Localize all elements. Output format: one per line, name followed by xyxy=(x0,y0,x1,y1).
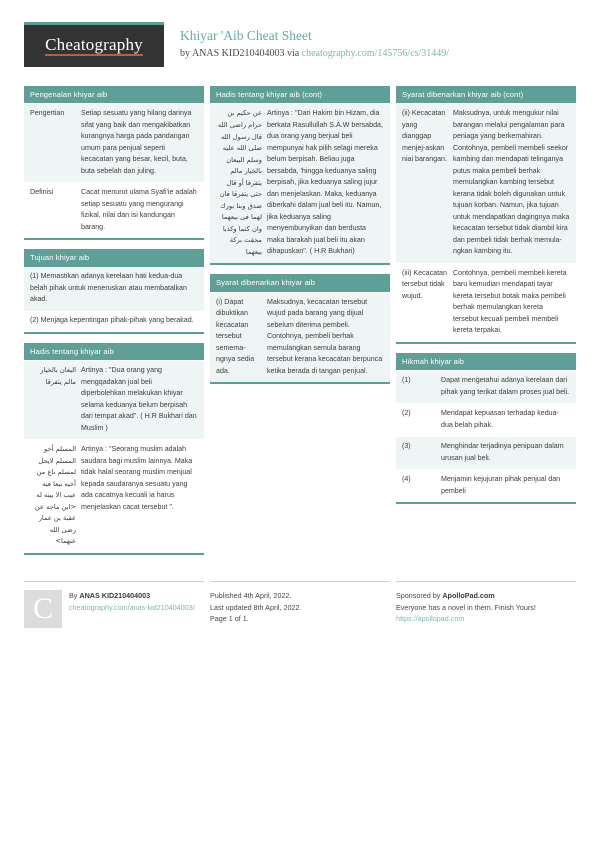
card-syarat-dibenarkan-khiyar-aib xyxy=(210,274,390,384)
row-value: Artinya : "Dua orang yang mengqadakan jual beli diperbolehkan melakukan khiyar selama keduanya belum berpisah dari tempat akad". ( H.R Bukhari dan Muslim ) xyxy=(81,366,197,432)
author-name: ANAS KID210404003 xyxy=(191,47,285,59)
card-title: Hadis tentang khiyar aib (cont) xyxy=(210,86,390,103)
footer-profile-link[interactable]: cheatography.com/anas-kid210404003/ xyxy=(69,602,195,612)
footer-publish-text xyxy=(210,590,390,628)
card-body xyxy=(210,103,390,263)
card-tujuan-khiyar-aib xyxy=(24,249,204,334)
table-row xyxy=(210,103,390,263)
column-2 xyxy=(210,86,390,393)
row-key: (iii) Kecacatan tersebut tidak wujud. xyxy=(402,268,447,300)
card-body xyxy=(210,292,390,382)
logo-text: Cheatography xyxy=(45,36,143,57)
sponsor-link[interactable]: https://apollopad.com xyxy=(396,614,465,624)
row-value: Dapat mengetahui adanya kerelaan dari pihak yang terikat dalam proses jual beli. xyxy=(441,376,570,396)
footer-sponsor-text xyxy=(396,590,576,628)
column-3 xyxy=(396,86,576,513)
list-item: (1) Memastikan adanya kerelaan hati kedua-dua belah pihak untuk meneruskan atau membatalkan akad. xyxy=(24,267,204,311)
table-row xyxy=(396,370,576,403)
footer-by-label: By xyxy=(69,590,80,600)
byline xyxy=(180,47,449,60)
row-key: Definisi xyxy=(30,188,54,197)
footer-author-text xyxy=(69,590,204,628)
footer-author-block xyxy=(24,581,204,628)
card-title: Hikmah khiyar aib xyxy=(396,353,576,370)
table-row xyxy=(396,403,576,436)
row-key: (ii) Kecacatan yang dianggap menjej-askan niai barangan. xyxy=(402,109,447,164)
table-row xyxy=(24,439,204,553)
card-hikmah-khiyar-aib xyxy=(396,353,576,504)
row-value: Maksudnya, kecacatan tersebut wujud pada barang yang dijual sebelum diterima pembeli. Contohnya, pembeli berhak memulangkan semula barang tersebut kerana kecacatan berpunca ketika berada di tangan penjual. xyxy=(267,297,383,375)
via-label: via xyxy=(284,47,302,59)
row-key: (i) Dapat dibuktikan kecacatan tersebut semema-ngnya sedia ada. xyxy=(216,297,255,375)
card-body xyxy=(24,103,204,238)
avatar: C xyxy=(24,590,62,628)
card-title: Syarat dibenarkan khiyar aib (cont) xyxy=(396,86,576,103)
row-key: (4) xyxy=(402,475,411,484)
footer-publish-block xyxy=(210,581,390,628)
sponsor-label: Sponsored by xyxy=(396,590,443,600)
row-value: Artinya : "Dari Hakim bin Hizam, dia berkata Rasullullah S.A.W bersabda, dua orang yang berjual beli mempunyai hak pilih selagi mereka belum berpisah. Beliau juga bersabda, 'hingga keduanya saling berpisah, jika keduanya saling jujur dan menjelaskan. Maka, keduanya diberkahi dalam jual beli itu. Namun, jika keduanya saling menyembunyikan dan berdusta maka barakah jual beli itu akan dihapuskan". ( H.R Bukhari) xyxy=(267,109,383,256)
card-syarat-dibenarkan-khiyar-aib-cont xyxy=(396,86,576,344)
card-pengenalan-khiyar-aib xyxy=(24,86,204,240)
footer-author-name: ANAS KID210404003 xyxy=(79,590,151,600)
card-body xyxy=(24,267,204,332)
updated-date: Last updated 8th April, 2022. xyxy=(210,602,302,612)
by-label: by xyxy=(180,47,192,59)
list-item: (2) Menjaga kepentingan pihak-pihak yang berakad. xyxy=(24,311,204,332)
card-body xyxy=(396,370,576,502)
row-value: Menjamin kejujuran pihak penjual dan pembeli xyxy=(441,475,561,495)
row-key-arabic: اليعان بالخيار مالم يتفرقا xyxy=(40,366,76,386)
row-value: Setiap sesuatu yang hilang darinya sifat yang baik dan mengakibatkan kurangnya harga pada pandangan umum para penjual seperti kecacatan yang besar, kecil, buta, buta sebelah dan juling. xyxy=(81,109,192,175)
page-footer xyxy=(24,572,576,628)
card-hadis-tentang-khiyar-aib-cont xyxy=(210,86,390,265)
source-link[interactable]: cheatography.com/145756/cs/31449/ xyxy=(301,47,450,59)
table-row xyxy=(396,103,576,262)
card-body xyxy=(24,360,204,553)
card-body xyxy=(396,103,576,341)
sponsor-name: ApolloPad.com xyxy=(442,590,495,600)
card-title: Hadis tentang khiyar aib xyxy=(24,343,204,360)
table-row xyxy=(24,103,204,182)
table-row xyxy=(24,182,204,238)
row-value: Contohnya, pembeli membeli kereta baru kemudian mendapati tayar kereta tersebut botak maka pembeli berhak memulangkan kereta tersebut kecuali pembeli membeli kereta terpakai. xyxy=(453,268,567,335)
page-number: Page 1 of 1. xyxy=(210,614,249,624)
published-date: Published 4th April, 2022. xyxy=(210,590,292,600)
table-row xyxy=(396,469,576,502)
row-key: Pengertian xyxy=(30,109,65,118)
cheatography-logo[interactable] xyxy=(24,22,164,67)
column-1 xyxy=(24,86,204,564)
table-row xyxy=(396,436,576,469)
page-header xyxy=(24,22,576,76)
row-key-arabic: المسلم أخو المسلم لايحل لمسلم باع من أخيه بيعا فيه عيب الا بينه له <ابن ماجه عن عقبة بن عمار رضى الله عنهما> xyxy=(34,445,76,546)
page-title: Khiyar 'Aib Cheat Sheet xyxy=(180,28,312,43)
row-key: (2) xyxy=(402,409,411,418)
card-hadis-tentang-khiyar-aib xyxy=(24,343,204,555)
title-block xyxy=(180,22,449,60)
table-row xyxy=(24,360,204,439)
table-row xyxy=(396,263,576,342)
columns-container xyxy=(24,86,576,564)
card-title: Pengenalan khiyar aib xyxy=(24,86,204,103)
card-title: Tujuan khiyar aib xyxy=(24,249,204,266)
footer-sponsor-block xyxy=(396,581,576,628)
row-value: Artinya : "Seorang muslim adalah saudara bagi muslim lainnya. Maka tidak halal seorang muslim menjual kepada saudaranya sesuatu yang ada cacatnya kecuali ia harus menjelaskan cacat tersebut ". xyxy=(81,445,193,511)
row-key: (1) xyxy=(402,376,411,385)
row-value: Menghindar terjadinya penipuan dalam urusan jual beli. xyxy=(441,442,564,462)
table-row xyxy=(210,292,390,382)
row-value: Maksudnya, untuk mengukur nilai barangan melalui pengalaman para peniaga yang berkemahiran. Contohnya, pembeli membeli seekor kambing dan mendapati telinganya putus maka pembeli berhak memulangkan kambing tersebut kerana tidak boleh digunakan untuk tujuan korban. Namun, jika tujuan untuk mendapatkan dagingnya maka kecacatan tersebut tidak diambil kira dan pembeli tidak berhak memula-ngkan kambing itu. xyxy=(453,109,570,256)
card-title: Syarat dibenarkan khiyar aib xyxy=(210,274,390,291)
row-key: (3) xyxy=(402,442,411,451)
row-key-arabic: عن حكيم بن حرام راضى الله قال رسول الله صلى الله عليه وسلم البيعان بالخيار مالم يتفرقا أو قال حتى يتفرقا فان صدق وبنا بورك لهما فى بيعهما وان كتما وكذبا محقت بركة بيعهما xyxy=(217,109,262,256)
row-value: Mendapat kepuasan terhadap kedua-dua belah pihak. xyxy=(441,409,559,429)
row-value: Cacat menurut ulama Syafi'ie adalah setiap sesuatu yang mengurangi fizikal, nilai dan isi kandungan barang. xyxy=(81,188,197,231)
sponsor-tagline: Everyone has a novel in them. Finish Yours! xyxy=(396,602,536,612)
